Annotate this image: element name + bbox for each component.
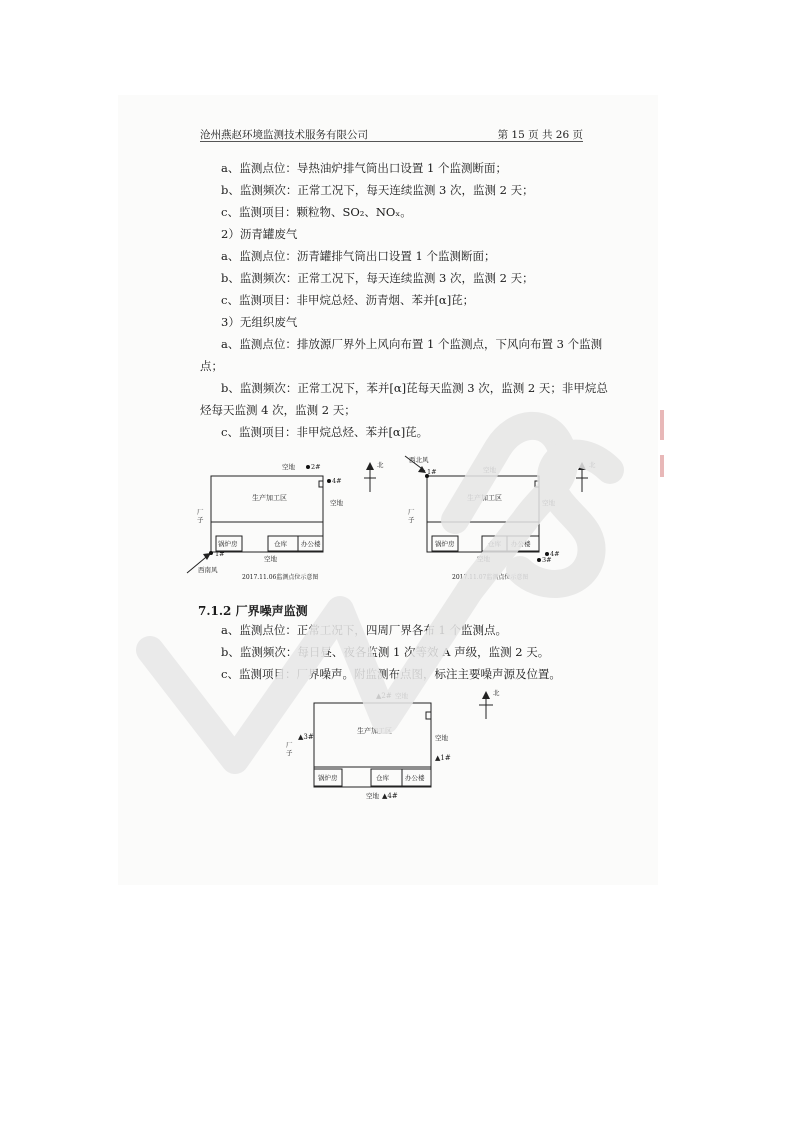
body-line: b、监测频次：正常工况下，苯并[α]芘每天监测 3 次，监测 2 天；非甲烷总 [221,381,608,395]
label-point-2: 2# [311,463,321,471]
label-factory: 厂子 [197,508,204,524]
label-warehouse: 仓库 [376,774,389,782]
label-production-area: 生产加工区 [467,494,502,502]
page-header [200,125,583,142]
label-wind: 西北风 [409,456,429,464]
noise-point-2: ▲2# [376,692,392,700]
body-line: c、监测项目：非甲烷总烃、苯并[α]芘。 [221,425,429,439]
monitoring-diagram-left [180,450,395,585]
body-line: 3）无组织废气 [221,315,298,329]
caption-left: 2017.11.06监测点位示意图 [242,574,319,581]
body-line: b、监测频次：正常工况下，每天连续监测 3 次，监测 2 天； [221,183,534,197]
header-company: 沧州燕赵环境监测技术服务有限公司 [200,129,368,141]
label-empty-lot-right: 空地 [542,499,555,507]
label-production-area: 生产加工区 [357,727,392,735]
label-empty-lot-top: 空地 [483,466,496,474]
label-empty-lot-bottom: 空地 [477,555,490,563]
body-line: b、监测频次：正常工况下，每天连续监测 3 次，监测 2 天； [221,271,534,285]
scan-mark [660,410,664,440]
label-empty-lot-top: 空地 [282,463,295,471]
body-line: 烃每天监测 4 次，监测 2 天； [200,403,356,417]
label-office: 办公楼 [301,540,321,548]
label-boiler-room: 锅炉房 [218,540,238,548]
header-page-info: 第 15 页 共 26 页 [497,129,583,141]
body-line: c、监测项目：颗粒物、SO₂、NOₓ。 [221,205,412,219]
label-north: 北 [377,461,384,469]
body-line: a、监测点位：导热油炉排气筒出口设置 1 个监测断面； [221,161,507,175]
body-line: 点； [200,359,223,373]
label-boiler-room: 锅炉房 [435,540,455,548]
noise-point-1: ▲1# [435,754,451,762]
scan-mark [660,455,664,477]
body-line: b、监测频次：每日昼、夜各监测 1 次等效 A 声级，监测 2 天。 [221,645,550,659]
label-point-1: 1# [215,550,225,558]
section-title: 7.1.2 厂界噪声监测 [198,604,308,618]
label-point-4: 4# [550,550,560,558]
label-office: 办公楼 [511,540,531,548]
label-production-area: 生产加工区 [252,494,287,502]
label-warehouse: 仓库 [274,540,287,548]
body-line: c、监测项目：厂界噪声。附监测布点图，标注主要噪声源及位置。 [221,667,561,681]
label-point-1: 1# [427,468,437,476]
label-empty-lot-right: 空地 [330,499,343,507]
label-point-4: 4# [332,477,342,485]
label-north: 北 [589,461,596,469]
label-boiler-room: 锅炉房 [318,774,338,782]
noise-point-4: ▲4# [382,792,398,800]
noise-diagram [280,685,510,805]
label-office: 办公楼 [405,774,425,782]
label-factory: 厂子 [286,741,293,757]
label-factory: 厂子 [408,508,415,524]
noise-point-3: ▲3# [298,733,314,741]
label-empty-lot-right: 空地 [435,734,448,742]
label-empty-lot-top: 空地 [395,692,408,700]
body-line: a、监测点位：沥青罐排气筒出口设置 1 个监测断面； [221,249,496,263]
body-line: c、监测项目：非甲烷总烃、沥青烟、苯并[α]芘； [221,293,475,307]
body-line: a、监测点位：排放源厂界外上风向布置 1 个监测点，下风向布置 3 个监测 [221,337,603,351]
caption-right: 2017.11.07监测点位示意图 [452,574,529,581]
monitoring-diagram-right [395,450,610,585]
label-point-3: 3# [542,556,552,564]
label-warehouse: 仓库 [488,540,501,548]
body-line: a、监测点位：正常工况下，四周厂界各布 1 个监测点。 [221,623,507,637]
label-north: 北 [493,689,500,697]
label-empty-lot-bottom: 空地 [264,555,277,563]
label-empty-lot-bottom: 空地 [366,792,379,800]
label-wind: 西南风 [198,566,218,574]
body-line: 2）沥青罐废气 [221,227,298,241]
